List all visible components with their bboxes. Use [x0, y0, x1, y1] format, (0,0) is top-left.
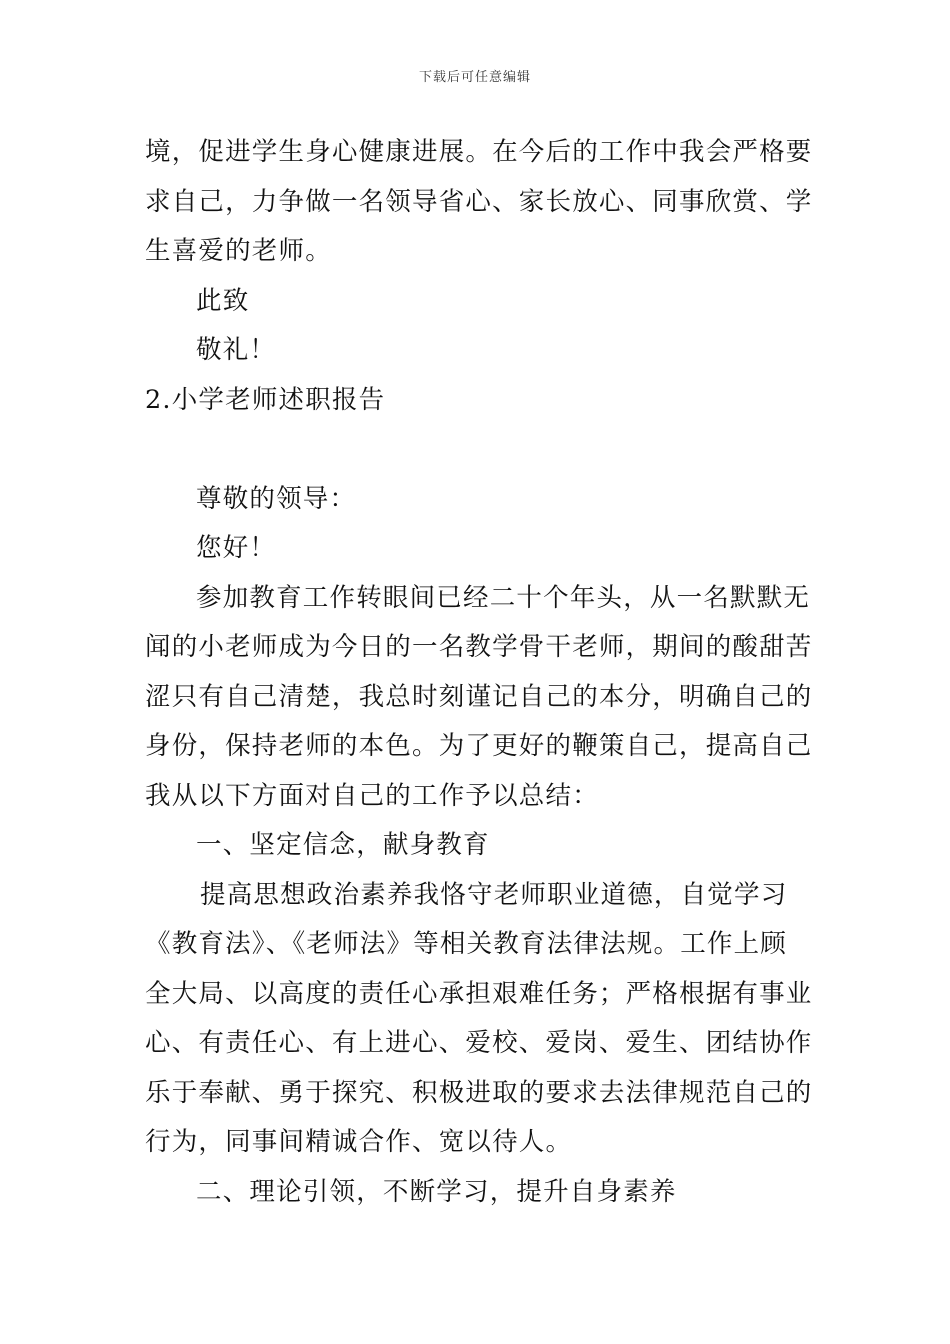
paragraph-line: 心、有责任心、有上进心、爱校、爱岗、爱生、团结协作	[145, 1028, 813, 1058]
subsection-heading: 二、理论引领，不断学习，提升自身素养	[196, 1176, 677, 1207]
paragraph-line: 提高思想政治素养我恪守老师职业道德，自觉学习	[200, 879, 788, 910]
paragraph-line: 参加教育工作转眼间已经二十个年头，从一名默默无	[196, 582, 811, 613]
paragraph-line: 身份，保持老师的本色。为了更好的鞭策自己，提高自己	[145, 731, 813, 761]
paragraph-line: 《教育法》、《老师法》等相关教育法律法规。工作上顾	[145, 929, 788, 959]
paragraph-line: 我从以下方面对自己的工作予以总结：	[145, 780, 599, 811]
paragraph-line: 乐于奉献、勇于探究、积极进取的要求去法律规范自己的	[145, 1077, 813, 1108]
paragraph-line: 闻的小老师成为今日的一名教学骨干老师，期间的酸甜苦	[145, 632, 813, 662]
paragraph-line: 行为，同事间精诚合作、宽以待人。	[145, 1127, 573, 1157]
paragraph-line: 境，促进学生身心健康进展。在今后的工作中我会严格要	[145, 137, 813, 167]
paragraph-line: 生喜爱的老师。	[145, 236, 332, 266]
paragraph-line: 全大局、以高度的责任心承担艰难任务；严格根据有事业	[145, 978, 813, 1009]
blank-line	[145, 425, 815, 475]
paragraph-line: 涩只有自己清楚，我总时刻谨记自己的本分，明确自己的	[145, 681, 813, 712]
greeting-recipient: 尊敬的领导：	[196, 483, 357, 514]
closing-salutation: 此致	[196, 285, 250, 316]
subsection-heading: 一、坚定信念，献身教育	[196, 830, 490, 860]
page-header: 下载后可任意编辑	[418, 70, 531, 85]
closing-regards: 敬礼！	[196, 335, 277, 365]
section-title: 2.小学老师述职报告	[145, 384, 386, 415]
document-body	[145, 128, 815, 1217]
greeting-hello: 您好！	[196, 533, 277, 563]
paragraph-line: 求自己，力争做一名领导省心、家长放心、同事欣赏、学	[145, 186, 813, 217]
